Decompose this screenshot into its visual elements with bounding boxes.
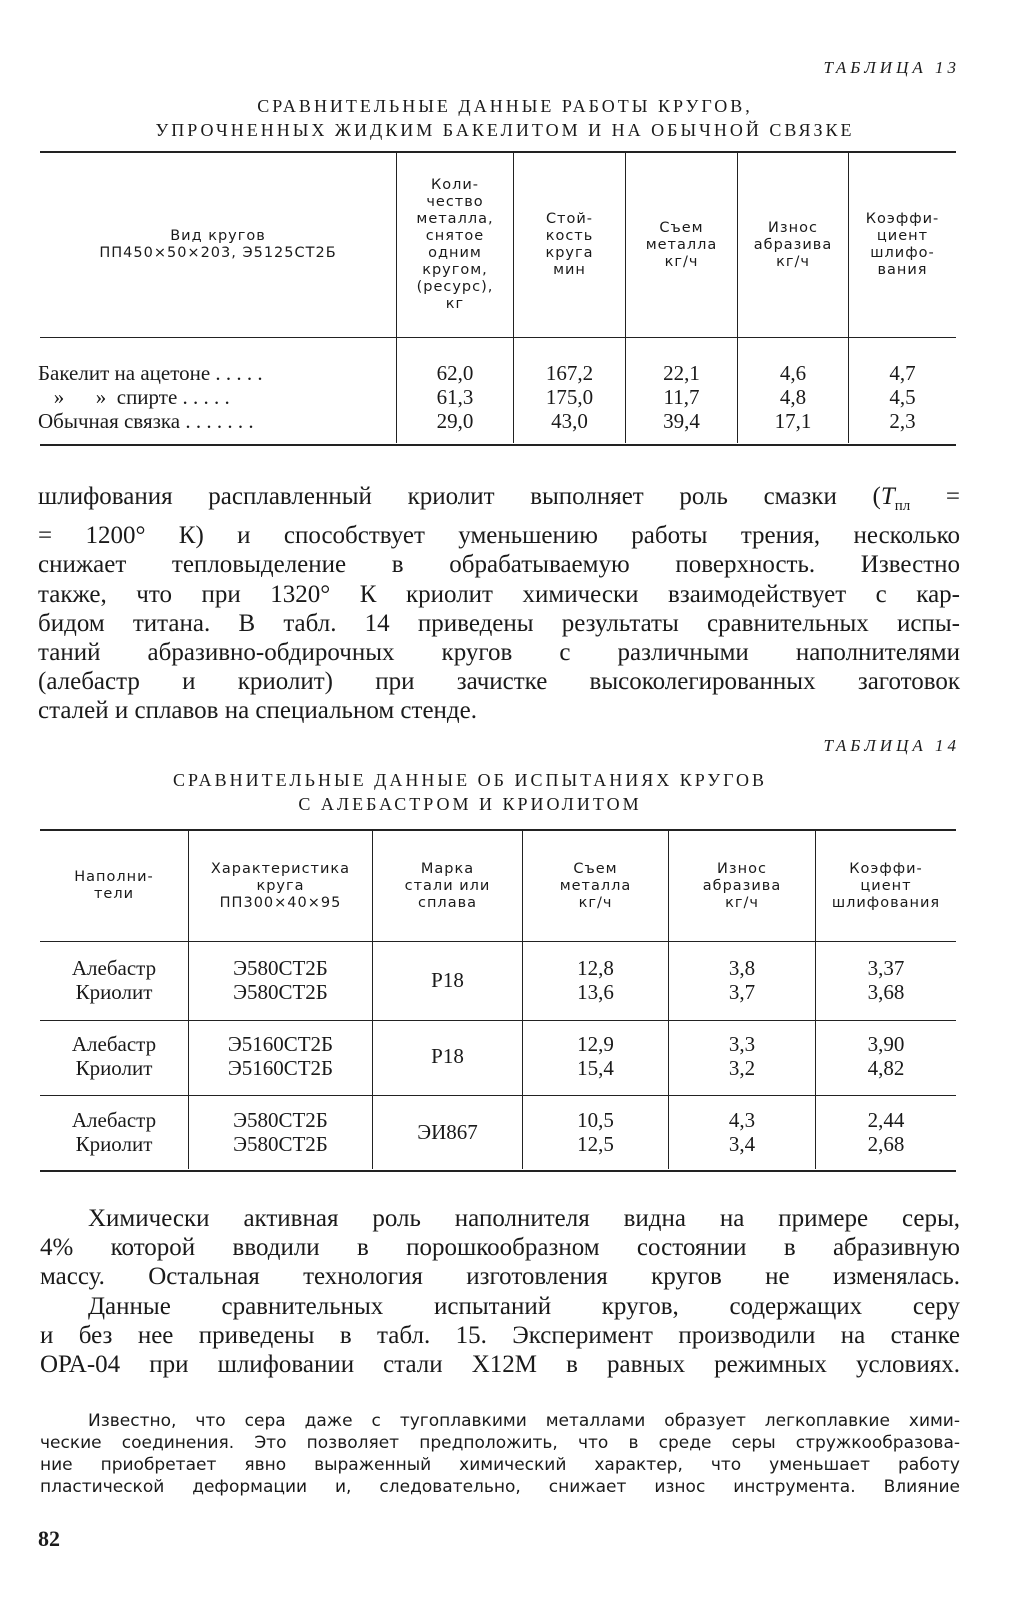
table13-header-amount: [397, 153, 513, 337]
table14-filler-cell: [40, 956, 188, 1004]
table14-label: ТАБЛИЦА 14: [823, 736, 960, 755]
header-line: Вид кругов: [170, 228, 266, 244]
table14-coef-cell: [816, 1108, 956, 1156]
cell-line: 15,4: [577, 1056, 614, 1080]
table13-cell: 167,2: [545, 361, 594, 385]
cell-line: Э580СТ2Б: [233, 980, 328, 1004]
table13-cell: 11,7: [663, 385, 700, 409]
header-line: кг: [445, 296, 465, 312]
cell-line: 3,37: [867, 956, 905, 980]
table14-coef-cell: [816, 956, 956, 1004]
table13-label: ТАБЛИЦА 13: [823, 58, 960, 77]
text-line: пластической деформации и, следовательно, снижает износ инструмента. Влияние: [40, 1477, 960, 1497]
header-line: кг/ч: [776, 253, 810, 270]
header-line: Износ: [768, 219, 818, 236]
header-line: кость: [545, 228, 594, 244]
text-line: снижает тепловыделение в обрабатываемую поверхность. Известно: [38, 551, 960, 579]
cell-line: 13,6: [577, 980, 614, 1004]
table14-char-cell: [189, 1108, 372, 1156]
header-line: Коли-: [430, 177, 480, 193]
table13-cell: 4,6: [779, 361, 807, 385]
cell-line: 3,7: [728, 980, 756, 1004]
table14-removal-cell: [523, 956, 668, 1004]
header-line: мин: [553, 262, 586, 278]
header-line: тели: [93, 886, 135, 902]
table13-cell: 4,7: [889, 361, 916, 385]
cell-line: Э580СТ2Б: [233, 956, 328, 980]
body-paragraph: [40, 1204, 960, 1292]
text-line: массу. Остальная технология изготовления кругов не изменялась.: [40, 1263, 960, 1291]
cell-line: 3,90: [867, 1032, 905, 1056]
cell-line: 2,68: [867, 1132, 905, 1156]
header-line: ПП450×50×203, Э5125СТ2Б: [99, 245, 337, 261]
cell-line: Криолит: [75, 1056, 153, 1080]
table13-cell: 17,1: [774, 409, 812, 433]
table13-header-wear: [738, 153, 848, 337]
cell-line: Криолит: [75, 980, 153, 1004]
cell-line: Э580СТ2Б: [233, 1132, 328, 1156]
text-line: (алебастр и криолит) при зачистке высоколегированных заготовок: [38, 668, 960, 696]
table14-header-grade: [373, 831, 522, 941]
header-line: круга: [545, 245, 594, 261]
header-line: металла,: [416, 211, 494, 227]
table14-char-cell: [189, 1032, 372, 1080]
cell-line: 12,9: [577, 1032, 614, 1056]
table14-removal-cell: [523, 1032, 668, 1080]
cell-line: 12,8: [577, 956, 614, 980]
table13-cell: 4,5: [889, 385, 916, 409]
cell-line: 3,4: [728, 1132, 756, 1156]
table14-bottom-rule: [40, 1170, 956, 1172]
table13-header-rule: [40, 337, 956, 338]
header-line: Наполни-: [74, 869, 154, 885]
cell-line: 2,44: [867, 1108, 905, 1132]
header-line: Марка: [420, 860, 475, 877]
cell-line: Э5160СТ2Б: [227, 1056, 334, 1080]
table13-header-durability: [514, 153, 625, 337]
body-paragraph: [40, 1292, 960, 1380]
header-line: шлифо-: [870, 245, 935, 261]
text-line: = 1200° К) и способствует уменьшению работы трения, несколько: [38, 522, 960, 550]
table14-title-line1: СРАВНИТЕЛЬНЫЕ ДАННЫЕ ОБ ИСПЫТАНИЯХ КРУГОВ: [172, 770, 768, 790]
header-line: ПП300×40×95: [219, 894, 342, 911]
cell-line: Э5160СТ2Б: [227, 1032, 334, 1056]
header-line: вания: [877, 262, 928, 278]
header-line: Съем: [573, 860, 618, 877]
table14-header-rule: [40, 941, 956, 942]
text-line: бидом титана. В табл. 14 приведены результаты сравнительных испы-: [38, 609, 960, 637]
table14-filler-cell: [40, 1108, 188, 1156]
cell-line: 3,68: [867, 980, 905, 1004]
table13-row-label: Обычная связка . . . . . . .: [38, 409, 254, 433]
header-line: чество: [426, 194, 484, 210]
table13-cell: 61,3: [436, 385, 474, 409]
header-line: одним: [428, 245, 482, 261]
table13-cell: 39,4: [663, 409, 700, 433]
header-line: абразива: [702, 877, 782, 894]
header-line: кг/ч: [578, 894, 613, 911]
cell-line: 4,3: [728, 1108, 756, 1132]
table13-cell: 4,8: [779, 385, 807, 409]
table13-cell: 43,0: [551, 409, 588, 433]
cell-line: 12,5: [577, 1132, 614, 1156]
table13-row-label: » » спирте . . . . .: [38, 385, 230, 409]
header-line: металла: [645, 236, 718, 253]
table14-header-removal: [523, 831, 668, 941]
table13-title-line2: УПРОЧНЕННЫХ ЖИДКИМ БАКЕЛИТОМ И НА ОБЫЧНОЙ СВЯЗКЕ: [155, 120, 855, 140]
header-line: Коэффи-: [849, 860, 923, 877]
cell-line: 10,5: [577, 1108, 614, 1132]
table13-row-label: Бакелит на ацетоне . . . . .: [38, 361, 263, 385]
text-line: и без нее приведены в табл. 15. Эксперимент производили на станке: [40, 1322, 960, 1350]
table14-group-rule: [40, 1020, 956, 1021]
table14-wear-cell: [669, 1032, 815, 1080]
table13-cell: 22,1: [663, 361, 700, 385]
page-number: 82: [38, 1526, 60, 1551]
header-line: круга: [256, 877, 305, 894]
table13-header-coef: [849, 153, 956, 337]
table14-header-filler: [40, 831, 188, 941]
text-line: Химически активная роль наполнителя видна на примере серы,: [88, 1205, 960, 1232]
table14-header-characteristic: [189, 831, 372, 941]
text-line: таний абразивно-обдирочных кругов с различными наполнителями: [38, 639, 960, 667]
header-line: сплава: [417, 894, 478, 911]
header-line: циент: [860, 877, 912, 894]
table14-header-coef: [816, 831, 956, 941]
table13-cell: 29,0: [436, 409, 474, 433]
header-line: металла: [559, 877, 632, 894]
header-line: Износ: [717, 860, 767, 877]
table14-header-wear: [669, 831, 815, 941]
header-line: Коэффи-: [865, 211, 940, 227]
text-line: Данные сравнительных испытаний кругов, содержащих серу: [88, 1293, 960, 1320]
cell-line: Алебастр: [71, 1032, 157, 1056]
table14-grade-cell: Р18: [431, 1044, 464, 1068]
cell-line: Алебастр: [71, 956, 157, 980]
table13-header-removal: [626, 153, 737, 337]
table14-removal-cell: [523, 1108, 668, 1156]
header-line: шлифования: [831, 894, 941, 911]
table13-title: [40, 94, 970, 142]
table13-header-type: [40, 153, 396, 337]
body-paragraph: [38, 482, 960, 726]
table14-wear-cell: [669, 956, 815, 1004]
small-paragraph: [40, 1410, 960, 1498]
header-line: снятое: [425, 228, 485, 244]
cell-line: 3,8: [728, 956, 756, 980]
cell-line: 3,3: [728, 1032, 756, 1056]
text-line: 4% которой вводили в порошкообразном состоянии в абразивную: [40, 1234, 960, 1262]
text-line: ОРА-04 при шлифовании стали Х12М в равных режимных условиях.: [40, 1351, 960, 1379]
header-line: Стой-: [545, 211, 594, 227]
header-line: Съем: [659, 219, 704, 236]
text-line: ческие соединения. Это позволяет предположить, что в среде серы стружкообразова-: [40, 1433, 960, 1453]
table13-cell: 175,0: [545, 385, 594, 409]
header-line: кг/ч: [725, 894, 759, 911]
table14-grade-cell: Р18: [431, 968, 464, 992]
text-line: Известно, что сера даже с тугоплавкими металлами образует легкоплавкие хими-: [88, 1411, 960, 1431]
table14-title-line2: С АЛЕБАСТРОМ И КРИОЛИТОМ: [298, 794, 642, 814]
header-line: абразива: [753, 236, 833, 253]
text-line: ние приобретает явно выраженный химический характер, что уменьшает работу: [40, 1455, 960, 1475]
table13-bottom-rule: [40, 444, 956, 446]
header-line: (ресурс),: [416, 279, 494, 295]
cell-line: Алебастр: [71, 1108, 157, 1132]
table14-title: [0, 768, 940, 816]
header-line: циент: [876, 228, 929, 244]
cell-line: Э580СТ2Б: [233, 1108, 328, 1132]
table14-filler-cell: [40, 1032, 188, 1080]
table14-grade-cell: ЭИ867: [417, 1120, 478, 1144]
text-line: сталей и сплавов на специальном стенде.: [38, 697, 477, 725]
header-line: стали или: [404, 877, 491, 894]
table14-char-cell: [189, 956, 372, 1004]
text-line: шлифования расплавленный криолит выполняет роль смазки ($T_{пл}$ =: [38, 483, 960, 514]
table14-coef-cell: [816, 1032, 956, 1080]
header-line: кг/ч: [664, 253, 699, 270]
header-line: Характеристика: [210, 860, 351, 877]
header-line: кругом,: [422, 262, 488, 278]
table14-wear-cell: [669, 1108, 815, 1156]
table13-cell: 62,0: [436, 361, 474, 385]
table14-group-rule: [40, 1095, 956, 1096]
cell-line: Криолит: [75, 1132, 153, 1156]
table13-title-line1: СРАВНИТЕЛЬНЫЕ ДАННЫЕ РАБОТЫ КРУГОВ,: [257, 96, 753, 116]
cell-line: 3,2: [728, 1056, 756, 1080]
table13-cell: 2,3: [889, 409, 916, 433]
cell-line: 4,82: [867, 1056, 905, 1080]
text-line: также, что при 1320° К криолит химически взаимодействует с кар-: [38, 580, 960, 608]
